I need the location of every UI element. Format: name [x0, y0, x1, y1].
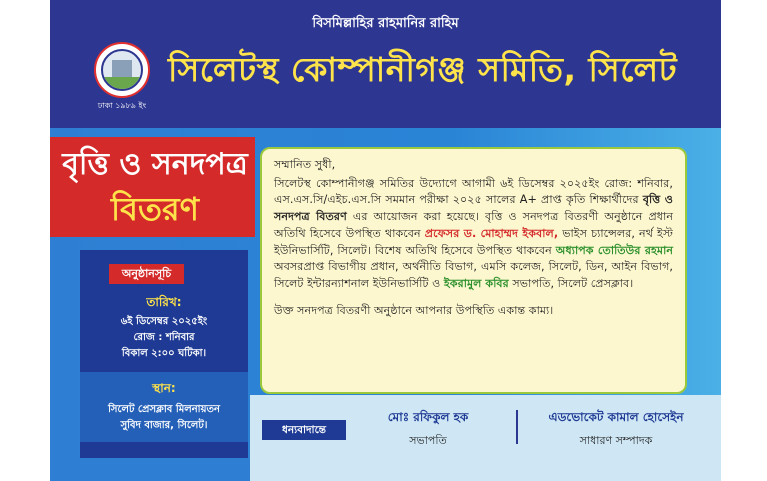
venue-line1: সিলেট প্রেসক্লাব মিলনায়তন [108, 404, 220, 415]
president-role: সভাপতি [409, 434, 447, 447]
signature-secretary [526, 409, 706, 451]
special-guest-name: অধ্যাপক তোতিউর রহমান [555, 243, 673, 257]
letter-text: সভাপতি, সিলেট প্রেসক্লাব। [508, 276, 634, 290]
schedule-time: বিকাল ২:০০ ঘটিকা। [121, 348, 207, 359]
letter-text: সিলেটস্থ কোম্পানীগঞ্জ সমিতির উদ্যোগে আগামী ৬ই ডিসেম্বর ২০২৫ইং রোজ: শনিবার, এস.এস.সি/এইচ.এস.সি সমমান পরীক্ষা ২০২৫ সালের A+ প্রাপ্ত কৃতি শিক্ষার্থীদের [274, 176, 673, 207]
letter-closing: উক্ত সনদপত্র বিতরণী অনুষ্ঠানে আপনার উপস্থিতি একান্ত কাম্য। [274, 303, 554, 317]
secretary-role: সাধারণ সম্পাদক [579, 434, 653, 447]
schedule-label: অনুষ্ঠানসূচি [109, 264, 184, 284]
logo-emblem-icon [101, 49, 143, 91]
schedule-day: রোজ : শনিবার [133, 332, 195, 343]
venue-heading: স্থান: [152, 381, 176, 395]
letter-body [274, 176, 673, 293]
signature-president [348, 409, 508, 451]
secretary-name: এডভোকেট কামাল হোসেইন [548, 410, 684, 424]
event-title-line1: বৃত্তি ও সনদপত্র [62, 147, 248, 182]
chief-guest-name: প্রফেসর ড. মোহাম্মদ ইকবাল, [424, 226, 559, 240]
venue-line2: সুবিদ বাজার, সিলেট। [120, 420, 208, 431]
logo-year: ঢাকা ১৯৮৯ ইং [97, 101, 147, 110]
event-title-line2: বিতরণ [111, 190, 199, 228]
event-name-highlight: বৃত্তি ও সনদপত্র বিতরণ [274, 193, 673, 224]
schedule-date-heading: তারিখ: [146, 295, 182, 309]
schedule-date: ৬ই ডিসেম্বর ২০২৫ইং [120, 316, 208, 327]
invitation-banner [50, 0, 721, 481]
special-guest-name: ইকরামুল কবির [443, 276, 509, 290]
signature-divider [516, 410, 518, 444]
letter-text: এর আয়োজন করা হয়েছে। বৃত্তি ও সনদপত্র বিতরণী অনুষ্ঠানে প্রধান অতিথি হিসেবে উপস্থিত থাকবেন [274, 210, 673, 240]
organization-logo [94, 42, 150, 98]
bottom-strip [50, 458, 250, 481]
organization-title: সিলেটস্থ কোম্পানীগঞ্জ সমিতি, সিলেট [168, 50, 678, 89]
letter-text: অবসরপ্রাপ্ত বিভাগীয় প্রধান, অর্থনীতি বিভাগ, এমসি কলেজ, সিলেট, ডিন, আইন বিভাগ, সিলেট ইন্টারন্যাশনাল ইউনিভার্সিটি ও [274, 260, 673, 290]
letter-text: ভাইস চ্যান্সেলর, নর্থ ইস্ট ইউনিভার্সিটি, সিলেট। বিশেষ অতিথি হিসেবে উপস্থিত থাকবেন [274, 226, 673, 257]
letter-salutation: সম্মানিত সুধী, [274, 158, 336, 171]
thanks-label: ধন্যবাদান্তে [262, 420, 346, 440]
bismillah-text: বিসমিল্লাহির রাহমানির রাহিম [312, 16, 459, 31]
invitation-letter [260, 147, 687, 394]
president-name: মোঃ রফিকুল হক [387, 410, 469, 424]
